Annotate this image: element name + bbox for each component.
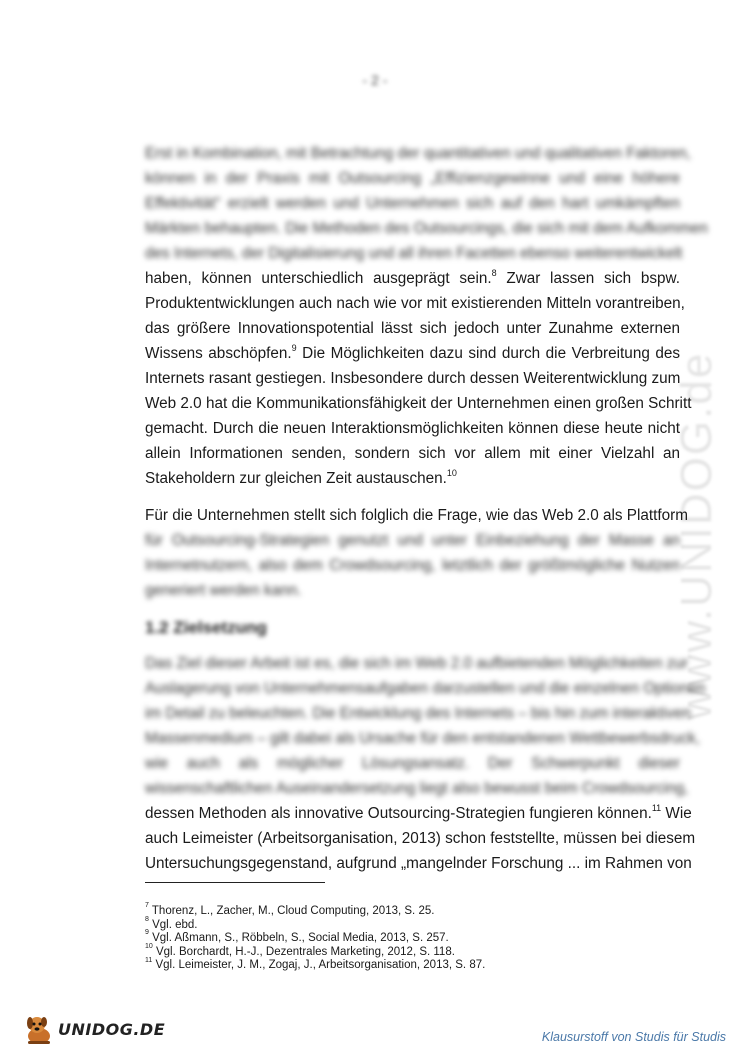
footnote-ref: 9: [291, 342, 297, 353]
footnote: $^7$ Thorenz, L., Zacher, M., Cloud Computing, 2013, S. 25.: [145, 902, 435, 917]
dog-icon: [22, 1012, 56, 1046]
text-line: haben, können unterschiedlich ausgeprägt sein.$^8$ Zwar lassen sich bspw.: [145, 267, 680, 287]
text-line: Wissens abschöpfen.$^9$ Die Möglichkeiten dazu sind durch die Verbreitung des: [145, 342, 680, 362]
blurred-line: Das Ziel dieser Arbeit ist es, die sich im Web 2.0 aufbietenden Möglichkeiten zur: [145, 655, 689, 672]
blurred-line: wissenschaftlichen Auseinandersetzung liegt also bewusst beim Crowdsourcing,: [145, 780, 689, 797]
blurred-line: Auslagerung von Unternehmensaufgaben darzustellen und die einzelnen Optionen: [145, 680, 706, 697]
blurred-line: für Outsourcing-Strategien genutzt und unter Einbeziehung der Masse an: [145, 532, 680, 549]
text-line: Produktentwicklungen auch nach wie vor mit existierenden Mitteln vorantreiben,: [145, 295, 685, 312]
text-line: Untersuchungsgegenstand, aufgrund „mangelnder Forschung ... im Rahmen von: [145, 855, 692, 872]
unidog-logo: [22, 1012, 165, 1046]
intro-paragraph: [145, 141, 708, 491]
text-line: allein Informationen senden, sondern sich vor allem mit einer Vielzahl an: [145, 445, 680, 462]
footnote: $^{10}$ Vgl. Borchardt, H.-J., Dezentrales Marketing, 2012, S. 118.: [145, 942, 455, 958]
text-line: gemacht. Durch die neuen Interaktionsmöglichkeiten können diese heute nicht: [145, 420, 680, 437]
text-line: auch Leimeister (Arbeitsorganisation, 2013) schon feststellte, müssen bei diesem: [145, 830, 696, 847]
blurred-line: des Internets, der Digitalisierung und all ihren Facetten ebenso weiterentwickelt: [145, 245, 683, 262]
footnote: $^9$ Vgl. Aßmann, S., Röbbeln, S., Social Media, 2013, S. 257.: [145, 929, 449, 945]
footer-tagline: Klausurstoff von Studis für Studis: [541, 1030, 726, 1044]
blurred-line: Märkten behaupten. Die Methoden des Outsourcings, die sich mit dem Aufkommen: [145, 220, 708, 237]
watermark: www.UNIDOG.de: [672, 351, 721, 720]
footnote-ref: 10: [446, 467, 457, 478]
text-line: das größere Innovationspotential lässt sich jedoch unter Zunahme externen: [145, 320, 680, 337]
logo-text: UNIDOG.DE: [58, 1019, 166, 1039]
section-paragraph: [145, 651, 706, 876]
blurred-line: wie auch als möglicher Lösungsansatz. Der Schwerpunkt dieser: [145, 755, 680, 772]
text-line: Stakeholdern zur gleichen Zeit austauschen.$^{10}$: [145, 467, 457, 487]
blurred-line: Massenmedium – gilt dabei als Ursache für den entstandenen Wettbewerbsdruck,: [145, 730, 700, 747]
blurred-line: im Detail zu beleuchten. Die Entwicklung des Internets – bis hin zum interaktiven: [145, 705, 691, 722]
footnote: $^8$ Vgl. ebd.: [145, 915, 198, 931]
footnotes: [145, 902, 486, 973]
blurred-line: können in der Praxis mit Outsourcing „Effizienzgewinne und eine höhere: [145, 170, 680, 187]
footnote-ref: 11: [651, 802, 662, 813]
footnote-ref: 8: [491, 267, 497, 278]
blurred-line: Internetnutzern, also dem Crowdsourcing, letztlich der größtmögliche Nutzen: [145, 557, 680, 574]
text-line: Für die Unternehmen stellt sich folglich die Frage, wie das Web 2.0 als Plattform: [145, 507, 689, 524]
blurred-line: Erst in Kombination, mit Betrachtung der quantitativen und qualitativen Faktoren,: [145, 145, 691, 162]
text-line: Web 2.0 hat die Kommunikationsfähigkeit der Unternehmen einen großen Schritt: [145, 395, 692, 412]
question-paragraph: [145, 503, 689, 603]
footnote-divider: [145, 882, 325, 883]
section-heading: 1.2 Zielsetzung: [145, 618, 267, 637]
page-number: - 2 -: [362, 72, 388, 88]
text-line: Internets rasant gestiegen. Insbesondere durch dessen Weiterentwicklung zum: [145, 370, 681, 387]
footnote: $^{11}$ Vgl. Leimeister, J. M., Zogaj, J., Arbeitsorganisation, 2013, S. 87.: [145, 956, 486, 972]
blurred-line: generiert werden kann.: [145, 582, 302, 599]
text-line: dessen Methoden als innovative Outsourcing-Strategien fungieren können.$^{11}$ Wie: [145, 802, 692, 822]
blurred-line: Effektivität“ erzielt werden und Unternehmen sich auf den hart umkämpften: [145, 195, 680, 212]
